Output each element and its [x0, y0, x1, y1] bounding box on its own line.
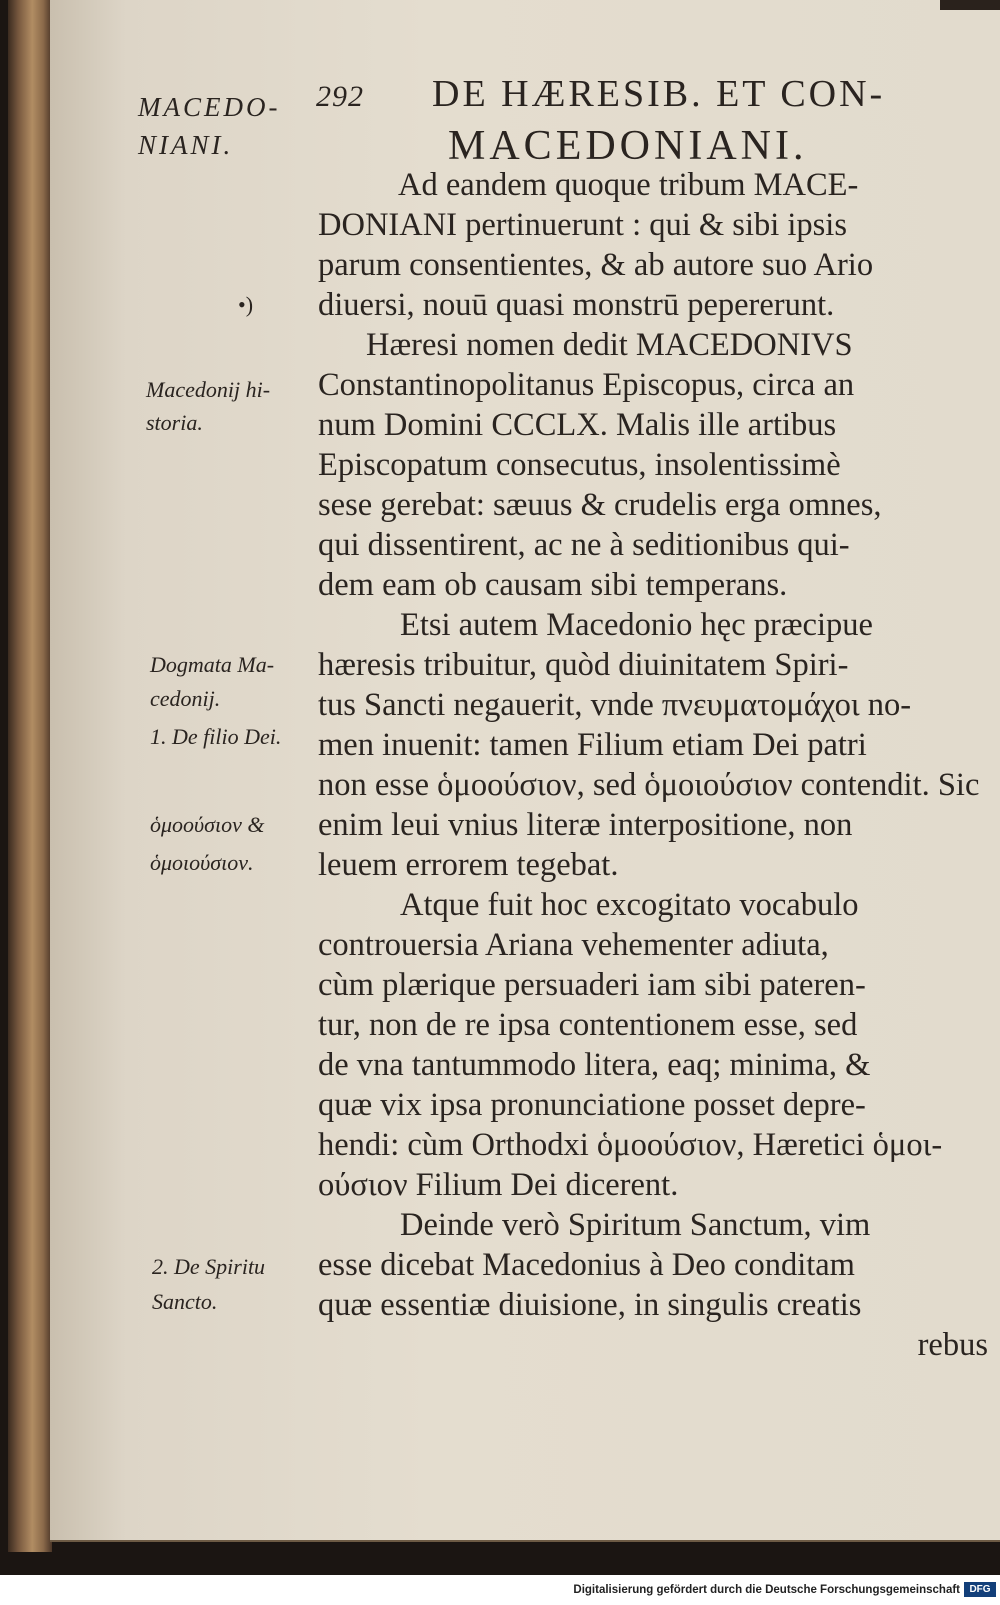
body-line: Episcopatum consecutus, insolentissimè: [318, 447, 841, 483]
margin-note-history-2: storia.: [146, 410, 203, 435]
footer-credit: Digitalisierung gefördert durch die Deutsche Forschungsgemeinschaft: [573, 1584, 960, 1596]
margin-note-spiritu-2: Sancto.: [152, 1289, 218, 1314]
margin-running-head-line-1: MACEDO-: [138, 92, 281, 122]
page-number: 292: [316, 80, 364, 113]
margin-note-de-filio: 1. De filio Dei.: [150, 724, 282, 749]
body-line: de vna tantummodo litera, eaq; minima, &: [318, 1047, 871, 1083]
margin-note-dogmata-2: cedonij.: [150, 686, 221, 711]
scan-corner: [940, 0, 1000, 10]
body-line: qui dissentirent, ac ne à seditionibus qui-: [318, 527, 850, 563]
body-line: sese gerebat: sæuus & crudelis erga omnes,: [318, 487, 882, 523]
body-line: non esse ὁμοούσιον, sed ὁμοιούσιον contendit. Sic: [318, 767, 980, 803]
margin-note-greek-2: ὁμοιούσιον.: [150, 850, 254, 875]
body-line: quæ vix ipsa pronunciatione posset depre-: [318, 1087, 866, 1123]
body-line: num Domini CCCLX. Malis ille artibus: [318, 407, 837, 443]
body-line: Ad eandem quoque tribum MACE-: [398, 167, 859, 203]
body-line: men inuenit: tamen Filium etiam Dei patri: [318, 727, 867, 763]
body-line: controuersia Ariana vehementer adiuta,: [318, 927, 829, 963]
body-line: Hæresi nomen dedit MACEDONIVS: [366, 327, 853, 363]
body-line: ούσιον Filium Dei dicerent.: [318, 1167, 679, 1203]
body-text: [318, 165, 988, 1365]
margin-note-history-1: Macedonij hi-: [146, 377, 271, 402]
body-line: Constantinopolitanus Episcopus, circa an: [318, 367, 855, 403]
body-line-catchword: rebus: [917, 1327, 988, 1363]
body-line: dem eam ob causam sibi temperans.: [318, 567, 788, 603]
section-title: MACEDONIANI.: [448, 123, 808, 169]
margin-running-head-line-2: NIANI.: [138, 130, 234, 160]
dfg-logo-icon: DFG: [964, 1582, 996, 1597]
margin-mark-icon: •): [238, 292, 254, 317]
body-line: tus Sancti negauerit, vnde πνευματομάχοι no-: [318, 687, 912, 723]
footer-bar: [0, 1575, 1000, 1605]
body-line: Deinde verò Spiritum Sanctum, vim: [400, 1207, 871, 1243]
book-page-edges: [8, 0, 52, 1552]
running-head-title: DE HÆRESIB. ET CON-: [432, 73, 886, 115]
margin-note-dogmata-1: Dogmata Ma-: [150, 652, 275, 677]
body-line: tur, non de re ipsa contentionem esse, sed: [318, 1007, 858, 1043]
body-line: hendi: cùm Orthodxi ὁμοούσιον, Hæretici ὁμοι-: [318, 1127, 943, 1163]
body-line: quæ essentiæ diuisione, in singulis creatis: [318, 1287, 862, 1323]
body-line: diuersi, nouū quasi monstrū pepererunt.: [318, 287, 835, 323]
body-line: Atque fuit hoc excogitato vocabulo: [400, 887, 859, 923]
body-line: DONIANI pertinuerunt : qui & sibi ipsis: [318, 207, 847, 243]
body-line: esse dicebat Macedonius à Deo conditam: [318, 1247, 855, 1283]
margin-note-greek-1: ὁμοούσιον &: [150, 812, 265, 837]
body-line: hæresis tribuitur, quòd diuinitatem Spiri-: [318, 647, 849, 683]
margin-note-spiritu-1: 2. De Spiritu: [152, 1254, 266, 1279]
body-line: Etsi autem Macedonio hęc præcipue: [400, 607, 873, 643]
body-line: enim leui vnius literæ interpositione, non: [318, 807, 853, 843]
body-line: cùm plærique persuaderi iam sibi pateren-: [318, 967, 866, 1003]
body-line: leuem errorem tegebat.: [318, 847, 619, 883]
body-line: parum consentientes, & ab autore suo Ario: [318, 247, 874, 283]
